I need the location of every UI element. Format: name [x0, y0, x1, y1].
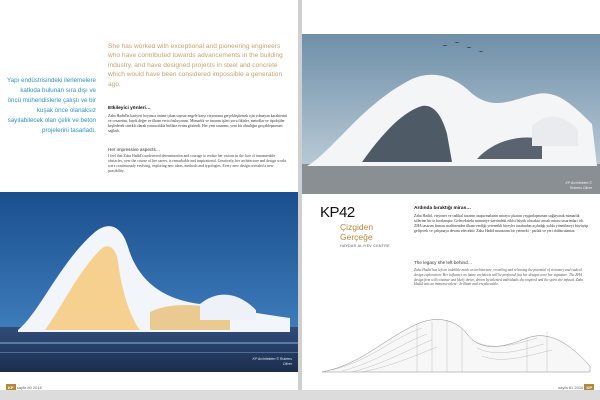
right-page — [302, 0, 600, 390]
headline-line2: Gerçeğe — [340, 232, 373, 242]
left-footer — [6, 384, 42, 390]
right-photo-caption: KP Architekten © Rubens Oliver — [565, 181, 592, 190]
building-photo-night — [0, 192, 298, 372]
building-illustration-night — [0, 192, 298, 372]
left-photo-caption: KP Architekten © Rubens Oliver — [252, 357, 292, 366]
page-number: sayfa 80 — [16, 385, 32, 390]
section-title-en: Her impressive aspects… — [108, 147, 161, 152]
wireframe-sketch — [322, 300, 592, 380]
right-kp-badge: KP — [586, 385, 592, 390]
section-title-tr: Etkileyici yönleri… — [108, 106, 151, 111]
right-section-title-tr: Ardında bıraktığı miras… — [414, 206, 472, 211]
building-photo-day — [302, 34, 600, 194]
right-body-text-en: Zaha Hadid has left an indelible mark on architecture, revealing and releasing the potential of visionary and radical design exploration. Her influence on future architects will be profound, but her designs were her signature. The ZHA design firm will continue and likely thrive, driven by talented individuals she inspired and the spirit she infused. Zaha Hadid was an immense talent - brilliant and irreplaceable. — [414, 268, 584, 287]
side-quote: Yapı endüstrisindeki ilerlemelere katkıda bulunan sıra dışı ve öncü mühendislerle çalıştı ve bir kuşak önce olanaksız sayılabilecek olan çelik ve beton projelerini tasarladı. — [7, 77, 96, 134]
building-illustration-day — [302, 34, 600, 194]
right-page-year: 2016 — [574, 385, 584, 390]
right-page-number: sayfa 81 — [558, 385, 574, 390]
body-text-en: I feel that Zaha Hadid's undeterred determination and courage to realise her visions in the face of innumerable obstacles, over the course of her career, is remarkable and inspirational. Creatively, her architecture and design works were continuously evolving, exploring new ideas, methods and typologies. Every new design revealed a new possibility. — [108, 154, 287, 173]
body-text-tr: Zaha Hadid'in kariyeri boyunca önüne çıkan sayısız engele karşı vizyonunu gerçekleştirmek için yılmayan karakterini ve cesaretini, kaydı değer ve ilham verici buluyorum. Mimarlık ve tasarım işleri yoru fikirler, metodlar ve tipolojiler keşfederek sürekli olarak yaratıcılıkla birlikte evrim gösterdi. Her yeni tasarımı, yeni bir olasılığın gerçekleşmesini sağladı. — [108, 114, 288, 133]
left-page — [0, 0, 298, 390]
right-section-title-en: The legacy she left behind… — [414, 260, 473, 265]
right-body-text-tr: Zaha Hadid, vizyoner ve radikal tasarım araştırmalarını miraya çıkaran yaygınlaşmasını sağlayarak mimarlık sıllerine bir iz bırakmıştır. Geleceksteki mimariye üzerindeki etkisi büyük olacaktır ancak mirası tasarımları idi. ZHA tasarım firması maliinenden ilham verdiği yeteneikli bireyler tarafından açıladığı yolda yönetilmeyi büyüyüp gelişecek ve çalışmaya devam edecektir. Zaha Hadid muazzam bir yeteneki - parlak ve yeri doldurulamaz. — [414, 214, 589, 233]
kp-badge: KP — [8, 385, 14, 390]
page-year: 2016 — [32, 385, 42, 390]
issue-label: KP42 — [320, 204, 355, 221]
right-footer — [558, 384, 594, 390]
subheadline: HAYDAR ALIYEV CENTRE — [340, 244, 390, 248]
headline-line1: Çizgiden — [340, 222, 374, 232]
main-quote: She has worked with exceptional and pioneering engineers who have contributed towards advancements in the building industry, and have designed projects in steel and concrete which would have been considered impossible a generation ago. — [108, 43, 283, 88]
wireframe-drawing — [322, 300, 592, 380]
